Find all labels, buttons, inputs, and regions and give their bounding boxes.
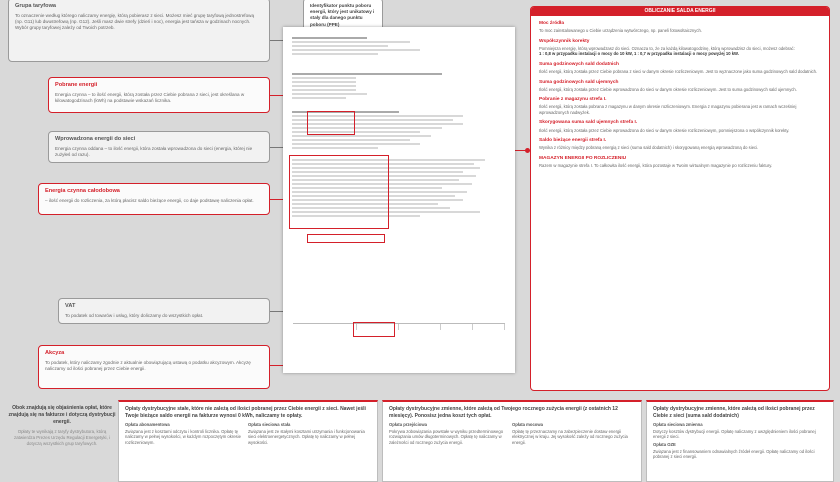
fee-title: Opłata sieciowa stała — [247, 422, 291, 427]
section-bold-text: 1 : 0,8 w przypadku instalacji o mocy do 10 kW, 1 : 0,7 w przypadku instalacji o mocy powyżej 10 kW. — [539, 51, 739, 57]
card-title: Opłaty dystrybucyjne stałe, które nie zależą od ilości pobranej przez Ciebie energii z sieci. Nawet jeśli Twoje bieżące saldo energii na fakturze wynosi 0 kWh, naliczamy te opłaty. — [125, 406, 366, 419]
invoice-line — [292, 37, 367, 39]
highlight-consumption — [307, 111, 355, 135]
energy-fed-title: Wprowadzona energii do sieci — [55, 136, 136, 142]
fixed-fees-card — [118, 400, 378, 482]
invoice-line — [292, 89, 356, 91]
card-title: Opłaty dystrybucyjne zmienne, które zależą od ilości pobranej przez Ciebie z sieci (suma sald dodatnich) — [653, 406, 815, 419]
invoice-line — [292, 41, 410, 43]
vat-title: VAT — [65, 303, 76, 309]
energy-balance-box — [38, 183, 270, 215]
fee-text: Opłatę tę przeznaczamy na zabezpieczenie dostaw energii elektrycznej w kraju. Jej wysokość zależy od rocznego zużycia energii. — [511, 428, 628, 446]
highlight-balance — [289, 155, 389, 229]
section-title: Pobranie z magazynu strefa I. — [539, 97, 607, 103]
fee-title: Opłata mocowa — [511, 422, 543, 427]
source-power-section — [539, 21, 821, 34]
invoice-line — [292, 77, 356, 79]
panel-header: OBLICZANIE SALDA ENERGII — [531, 7, 829, 16]
corrected-negative-section — [539, 120, 821, 133]
tariff-group-box — [8, 0, 270, 62]
balance-calculation-panel — [530, 6, 830, 391]
invoice-line — [292, 53, 378, 55]
invoice-summary-table — [293, 323, 505, 331]
fee-column — [653, 422, 827, 440]
section-text: Ilość energii, którą została pobrana z magazynu w danym okresie rozliczeniowym. Energia z magazynu pobierana jest w ramach wcześniej wprowadzonych nadwyżek. — [539, 104, 797, 115]
fee-title: Opłata sieciowa zmienna — [653, 422, 703, 427]
section-text: Pomniejsza energię, którą wprowadzasz do sieci. Oznacza to, że za każdą kilowatogodzinę, którą wprowadzisz do sieci, możesz odebrać: — [539, 45, 795, 51]
highlight-total — [307, 234, 385, 243]
section-text: Ilość energii, którą została przez Ciebie wprowadzona do sieci w danym okresie rozliczeniowym. Jest to suma godzinowych sald ujemnych. — [539, 86, 797, 92]
fee-column — [125, 422, 243, 446]
highlight-vat — [353, 322, 395, 337]
fees-intro-text: Opłaty te wynikają z taryfy dystrybutora, którą zatwierdza Prezes Urzędu Regulacji Energetyki, i dotyczą wszystkich grup taryfowych. — [14, 429, 110, 447]
invoice-line — [292, 143, 420, 145]
energy-consumption-text: Energia czynna – to ilość energii, którą została przez Ciebie pobrana z sieci, jest określana w kilowatogodzinach (kWh) na podstawie wskazań licznika. — [55, 91, 245, 103]
section-title: Suma godzinowych sald dodatnich — [539, 61, 619, 67]
fee-column — [512, 422, 630, 446]
section-title: Suma godzinowych sald ujemnych — [539, 79, 619, 85]
energy-consumption-box — [48, 77, 270, 113]
section-text: To moc zainstalowanego u Ciebie urządzenia wytwórczego, np. paneli fotowoltaicznych. — [539, 28, 702, 34]
invoice-line — [292, 45, 388, 47]
section-title: Moc źródła — [539, 21, 565, 26]
usage-variable-fees-card — [646, 400, 834, 482]
section-text: Wynika z różnicy między pobraną energią z sieci (suma sald dodatnich) i skorygowaną energią wprowadzoną do sieci. — [539, 145, 759, 151]
tariff-group-title: Grupa taryfowa — [15, 3, 57, 9]
invoice-line — [292, 147, 378, 149]
energy-fed-text: Energia czynna oddana – to ilość energii, która została wprowadzona do sieci (energia, której nie zużyłeś od razu). — [55, 145, 253, 157]
fee-text: Dotyczy kosztów dystrybucji energii. Opłatę naliczamy z uwzględnieniem ilości pobranej energii z sieci. — [653, 428, 816, 440]
tariff-group-text: To oznaczenie według którego naliczamy energię, którą pobierasz z sieci. Możesz mieć grupę taryfową jednostrefową (np. G11) lub dwustrefową (np. G12). Jeśli masz dwie strefy (dzień i noc), energia jest tańsza w godzinach nocnych. Wybór grupy taryfowej zależy od Twoich potrzeb. — [15, 12, 254, 30]
fee-title: Opłata przejściowa — [389, 422, 427, 427]
fee-title: Opłata OZE — [653, 442, 676, 448]
section-text: Ilość energii, którą została przez Ciebie pobrana z sieci w danym okresie rozliczeniowym. Jest to wyznaczone jako suma godzinowych sald dodatnich. — [539, 69, 818, 75]
current-balance-section — [539, 138, 821, 151]
annual-variable-fees-card — [382, 400, 642, 482]
fee-column — [653, 442, 827, 460]
fee-text: Związana jest z kosztami odczytu i kontroli licznika. Opłatę tę naliczamy w pełnej wysokości, w każdym rozpoczętym okresie rozliczeniowym. — [125, 428, 241, 446]
invoice-line — [292, 81, 356, 83]
fee-text: Związana jest ze stałymi kosztami utrzymania i funkcjonowania sieci elektroenergetycznych. Opłatę tę naliczamy w pełnej wysokości. — [247, 428, 365, 446]
section-title: Współczynnik korekty — [539, 38, 590, 44]
fee-text: Pokrywa zobowiązania powstałe w wyniku przedterminowego rozwiązania umów długoterminowych. Opłatę tę naliczamy w zależności od rocznego zużycia energii. — [389, 428, 504, 446]
invoice-line — [292, 97, 346, 99]
fee-column — [248, 422, 366, 446]
section-title: MAGAZYN ENERGII PO ROZLICZENIU — [539, 155, 627, 161]
excise-title: Akcyza — [45, 350, 65, 356]
excise-box — [38, 345, 270, 389]
energy-balance-title: Energia czynna całodobowa — [45, 188, 120, 194]
section-title: Skorygowana suma sald ujemnych strefa I. — [539, 120, 638, 126]
fee-title: Opłata abonamentowa — [125, 422, 170, 427]
invoice-line — [292, 135, 431, 137]
excise-text: To podatek, który naliczamy zgodnie z aktualnie obowiązującą ustawą o podatku akcyzowym. Akcyzę naliczamy od ilości pobranej przez Ciebie energii. — [45, 359, 251, 371]
vat-text: To podatek od towarów i usług, który doliczamy do wszystkich opłat. — [65, 312, 204, 318]
invoice-line — [292, 93, 367, 95]
ppe-note-text: Identyfikator punktu poboru energii, który jest unikatowy i stały dla danego punktu poboru (PPE) — [310, 3, 375, 27]
fee-column — [389, 422, 507, 446]
energy-fed-box — [48, 131, 270, 163]
invoice-line — [292, 139, 410, 141]
fees-intro — [8, 405, 116, 447]
vat-box — [58, 298, 270, 324]
positive-balance-section — [539, 62, 821, 75]
section-text: Razem w magazynie strefa I. To całkowita ilość energii, która pozostaje w Twoim wirtualnym magazynie po rozliczeniu faktury. — [539, 162, 773, 168]
invoice-preview — [283, 27, 515, 373]
invoice-line — [292, 85, 356, 87]
card-title: Opłaty dystrybucyjne zmienne, które zależą od Twojego rocznego zużycia energii (z ostatnich 12 miesięcy). Ponosisz jedna koszt tych opłat. — [389, 406, 618, 419]
energy-consumption-title: Pobrane energii — [55, 82, 98, 88]
invoice-line — [292, 73, 442, 75]
negative-balance-section — [539, 80, 821, 93]
fees-intro-title: Obok znajdują się objaśnienia opłat, które znajdują się na fakturze i dotyczą dystrybucji energii. — [8, 405, 116, 425]
section-title: Saldo bieżące energii strefa I. — [539, 138, 607, 144]
correction-factor-section — [539, 39, 821, 57]
fee-text: Związana jest z finansowaniem odnawialnych źródeł energii. Opłatę naliczamy od ilości pobranej z sieci energii. — [653, 448, 815, 460]
energy-balance-text: – ilość energii do rozliczenia, za którą płacisz saldo bieżące energii, co daje podstawę naliczenia opłat. — [45, 197, 254, 203]
section-text: Ilość energii, którą została przez Ciebie wprowadzona do sieci w danym okresie rozliczeniowym, pomniejszona o współczynnik korekty. — [539, 127, 790, 133]
storage-after-section — [539, 156, 821, 169]
storage-draw-section — [539, 97, 821, 115]
invoice-line — [292, 49, 420, 51]
